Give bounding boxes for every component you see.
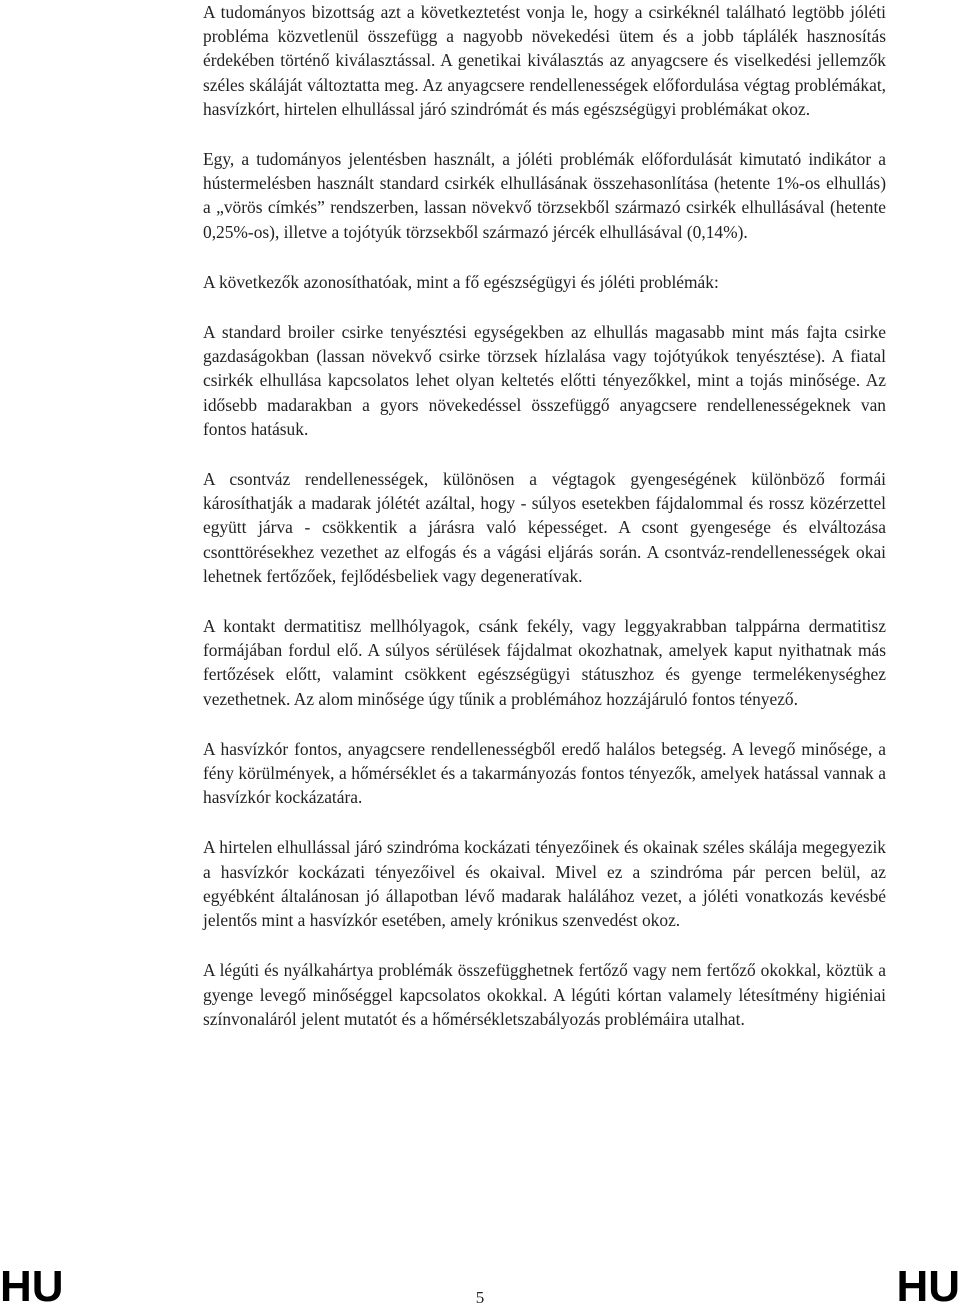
footer-language-right: HU [896, 1262, 960, 1311]
paragraph-7: A hasvízkór fontos, anyagcsere rendellenességből eredő halálos betegség. A levegő minősége, a fény körülmények, a hőmérséklet és a takarmányozás fontos tényezők, amelyek hatással vannak a hasvízkór kockázatára. [203, 738, 886, 808]
footer-language-left: HU [0, 1262, 64, 1311]
document-body [203, 0, 886, 1057]
page-number: 5 [475, 1288, 485, 1307]
paragraph-8: A hirtelen elhullással járó szindróma kockázati tényezőinek és okainak széles skálája megegyezik a hasvízkór kockázati tényezőivel és okaival. Mivel ez a szindróma pár percen belül, az egyébként általánosan jó állapotban lévő madarak halálához vezet, a jóléti vonatkozás kevésbé jelentős mint a hasvízkór esetében, amely krónikus szenvedést okoz. [203, 837, 886, 931]
paragraph-2: Egy, a tudományos jelentésben használt, a jóléti problémák előfordulását kimutató indikátor a hústermelésben használt standard csirkék elhullásának összehasonlítása (hetente 1%-os elhullás) a „vörös címkés” rendszerben, lassan növekvő törzsekből származó csirkék elhullásával (hetente 0,25%-os), illetve a tojótyúk törzsekből származó jércék elhullásával (0,14%). [203, 149, 886, 242]
paragraph-1: A tudományos bizottság azt a következtetést vonja le, hogy a csirkéknél található legtöbb jóléti probléma közvetlenül összefügg a nagyobb növekedési ütem és a jobb táplálék hasznosítás érdekében történő kiválasztással. A genetikai kiválasztás az anyagcsere és viselkedési jellemzők széles skáláját változtatta meg. Az anyagcsere rendellenességek előfordulása végtag problémákat, hasvízkórt, hirtelen elhullással járó szindrómát és más egészségügyi problémákat okoz. [203, 2, 886, 119]
paragraph-4: A standard broiler csirke tenyésztési egységekben az elhullás magasabb mint más fajta csirke gazdaságokban (lassan növekvő csirke törzsek hízlalása vagy tojótyúkok tenyésztése). A fiatal csirkék elhullása kapcsolatos lehet olyan keltetés előtti tényezőkkel, mint a tojás minősége. Az idősebb madarakban a gyors növekedéssel összefüggő anyagcsere rendellenességeknek van fontos hatásuk. [203, 322, 886, 439]
paragraph-5: A csontváz rendellenességek, különösen a végtagok gyengeségének különböző formái károsíthatják a madarak jólétét azáltal, hogy - súlyos esetekben fájdalommal és rossz közérzettel együtt járva - csökkentik a járásra való képességet. A csont gyengesége és elváltozása csonttörésekhez vezethet az elfogás és a vágási eljárás során. A csontváz-rendellenességek okai lehetnek fertőzőek, fejlődésbeliek vagy degeneratívak. [203, 469, 886, 586]
paragraph-6: A kontakt dermatitisz mellhólyagok, csánk fekély, vagy leggyakrabban talppárna dermatitisz formájában fordul elő. A súlyos sérülések fájdalmat okozhatnak, amelyek kaput nyithatnak más fertőzések előtt, valamint csökkent egészségügyi státuszhoz és gyenge termelékenységhez vezethetnek. Az alom minősége úgy tűnik a problémához hozzájáruló fontos tényező. [203, 616, 886, 709]
paragraph-9: A légúti és nyálkahártya problémák összefügghetnek fertőző vagy nem fertőző okokkal, köztük a gyenge levegő minőséggel kapcsolatos okokkal. A légúti kórtan valamely létesítmény higiéniai színvonaláról jelent mutatót és a hőmérsékletszabályozás problémáira utalhat. [203, 960, 886, 1029]
paragraph-3: A következők azonosíthatóak, mint a fő egészségügyi és jóléti problémák: [203, 271, 719, 292]
